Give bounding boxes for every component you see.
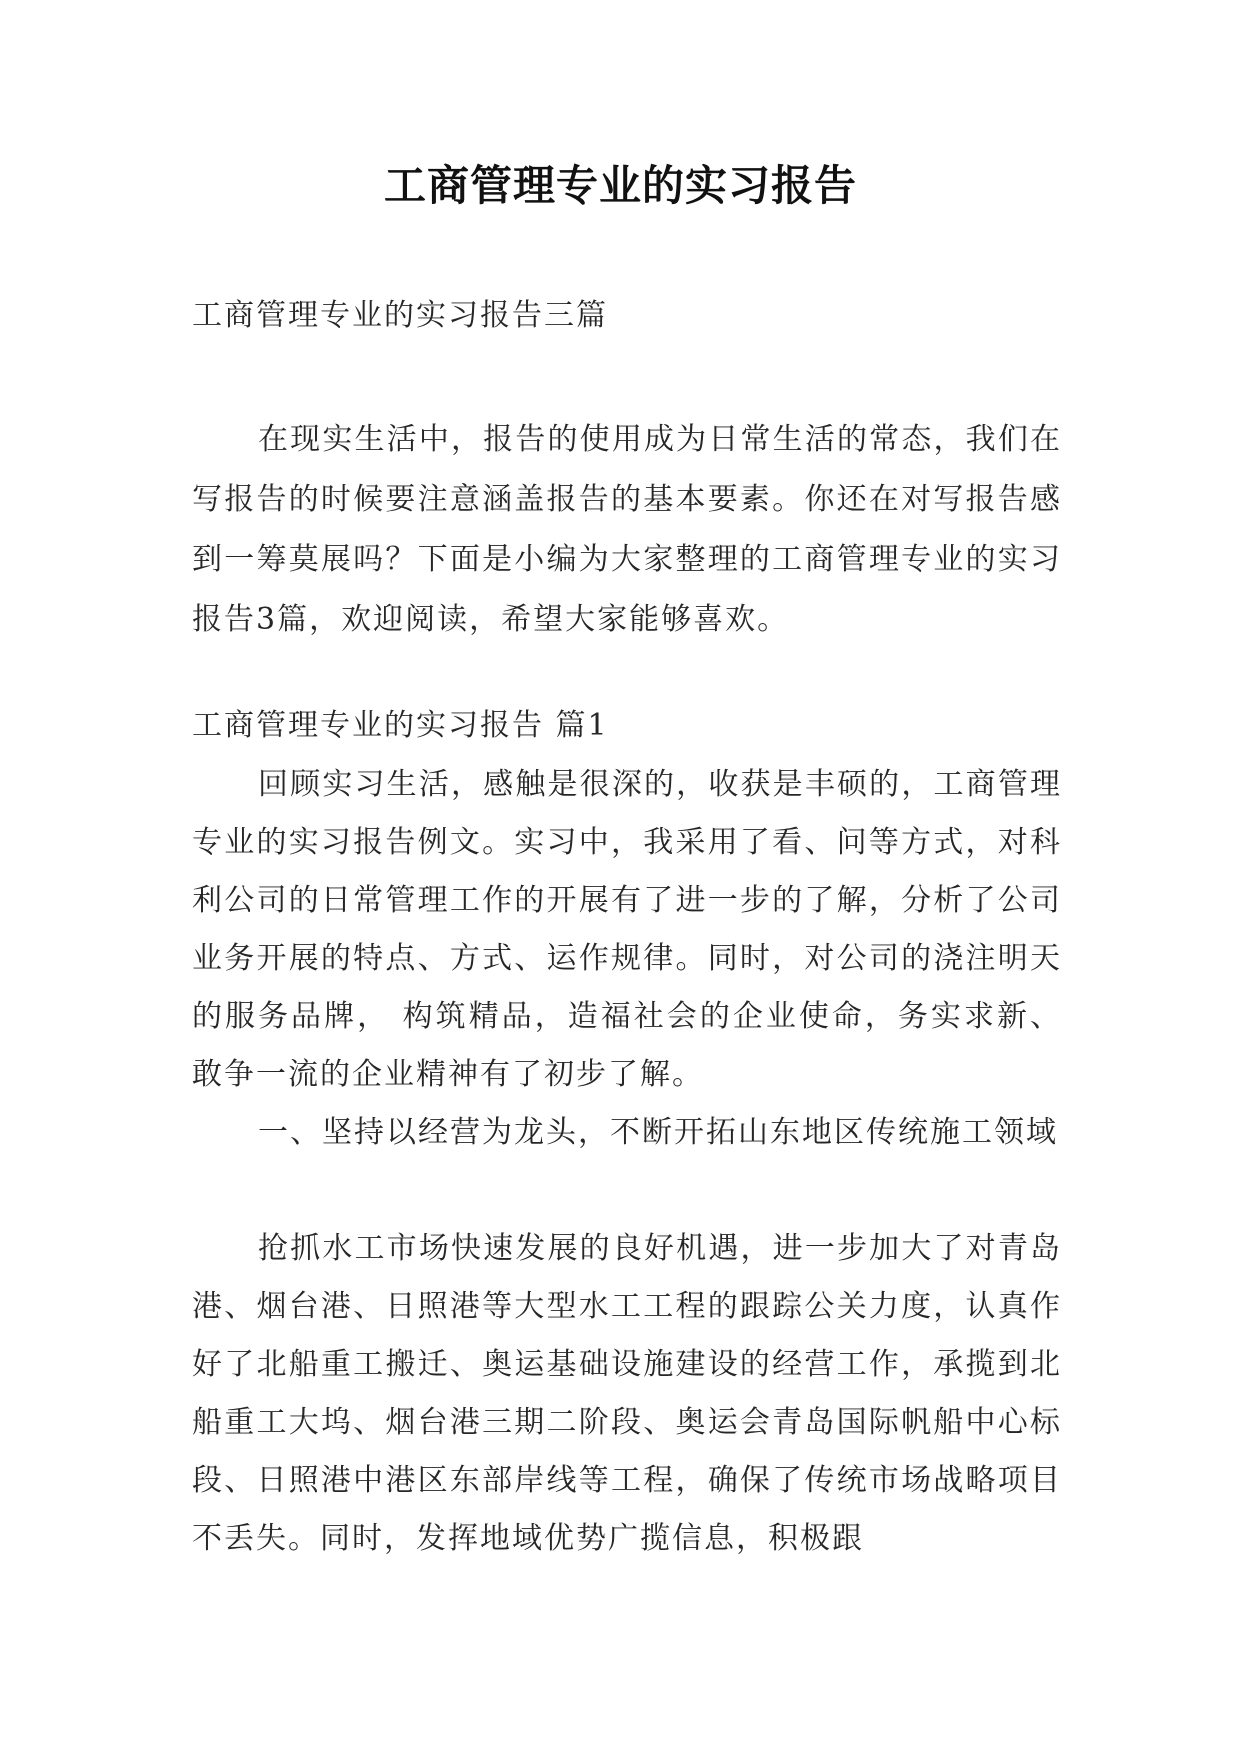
numbered-point-heading: 一、坚持以经营为龙头，不断开拓山东地区传统施工领域 xyxy=(258,1115,1058,1150)
section-heading: 工商管理专业的实习报告 篇1 xyxy=(192,708,609,743)
intro-paragraph: 在现实生活中，报告的使用成为日常生活的常态，我们在写报告的时候要注意涵盖报告的基本要素。你还在对写报告感到一筹莫展吗？下面是小编为大家整理的工商管理专业的实习报告3篇，欢迎阅读，希望大家能够喜欢。 xyxy=(192,422,1062,637)
document-subtitle: 工商管理专业的实习报告三篇 xyxy=(192,298,608,333)
body-paragraph: 抢抓水工市场快速发展的良好机遇，进一步加大了对青岛港、烟台港、日照港等大型水工工程的跟踪公关力度，认真作好了北船重工搬迁、奥运基础设施建设的经营工作，承揽到北船重工大坞、烟台港三期二阶段、奥运会青岛国际帆船中心标段、日照港中港区东部岸线等工程，确保了传统市场战略项目不丢失。同时，发挥地域优势广揽信息，积极跟 xyxy=(192,1231,1062,1556)
body-paragraph: 回顾实习生活，感触是很深的，收获是丰硕的，工商管理专业的实习报告例文。实习中，我采用了看、问等方式，对科利公司的日常管理工作的开展有了进一步的了解，分析了公司业务开展的特点、方式、运作规律。同时，对公司的浇注明天的服务品牌， 构筑精品，造福社会的企业使命，务实求新、敢争一流的企业精神有了初步了解。 xyxy=(192,767,1062,1092)
document-title: 工商管理专业的实习报告 xyxy=(383,161,857,210)
